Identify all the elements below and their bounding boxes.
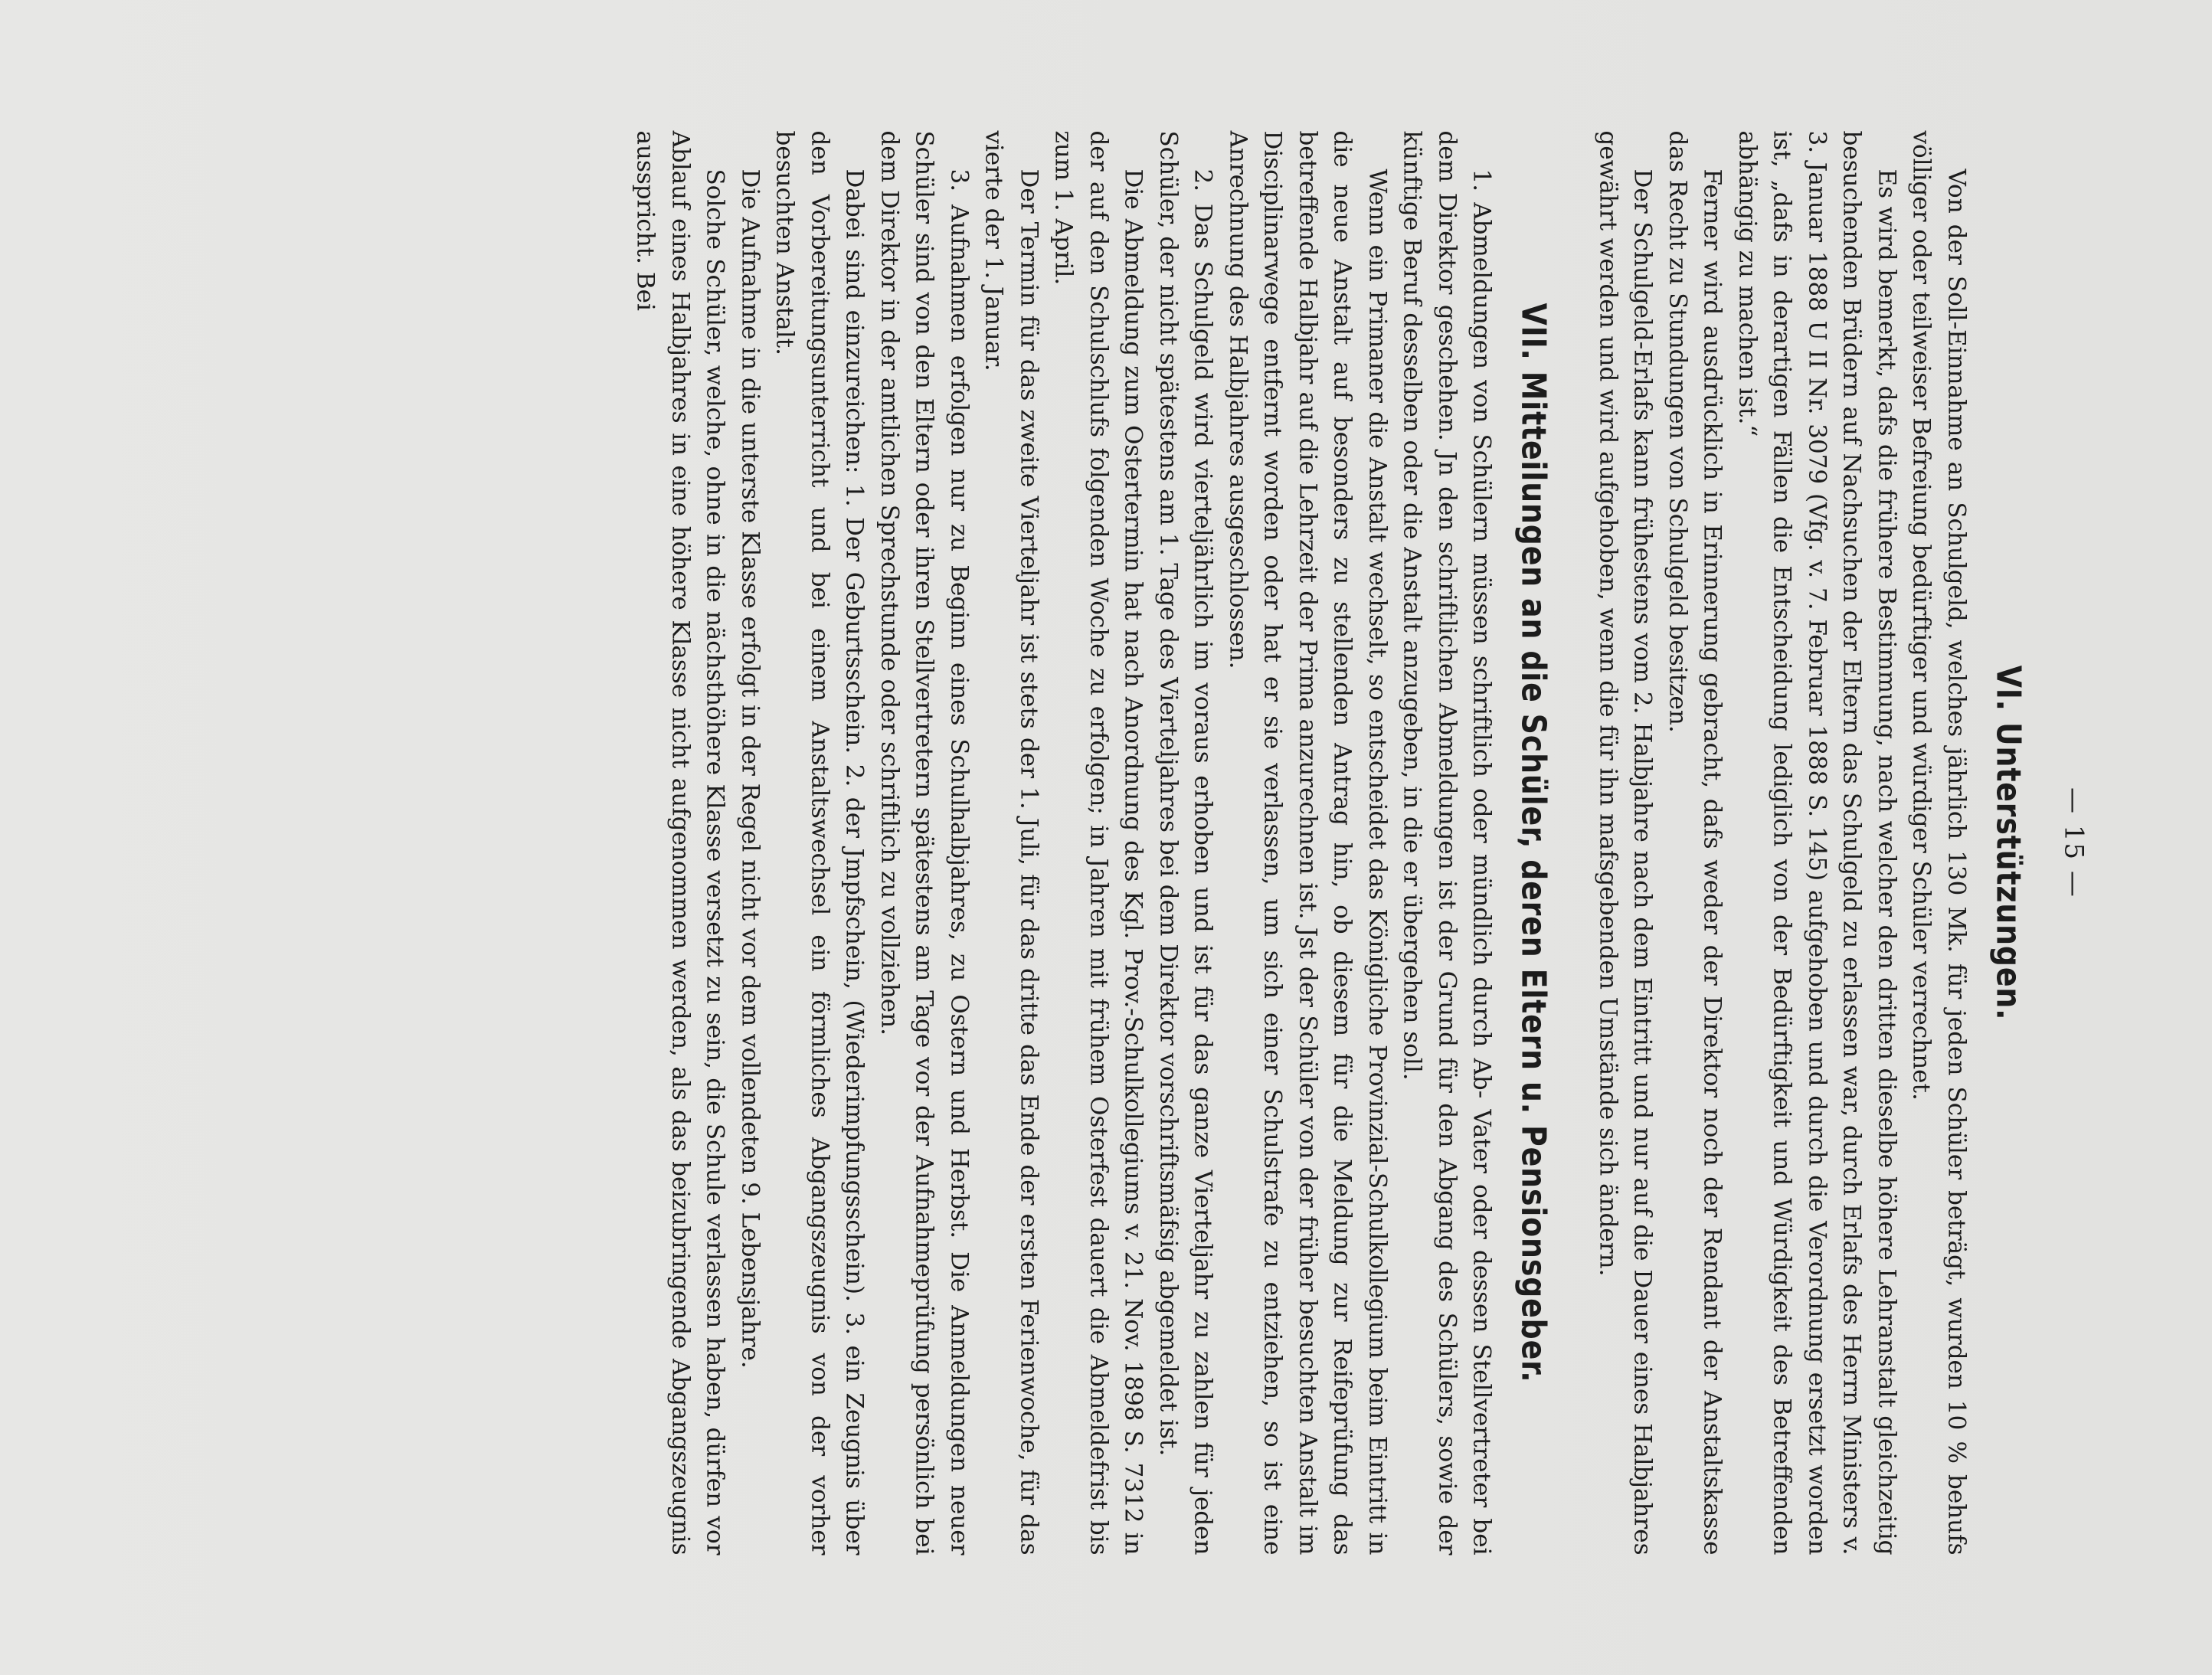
section-6-paragraph-2: Es wird bemerkt, dafs die frühere Bestimmung, nach welcher den dritten dieselbe höhere Lehranstalt gleichzeitig besuchenden Brüdern auf Nachsuchen der Eltern das Schulgeld zu erlassen war, durch Erlafs des Herrn Ministers v. 3. Januar 1888 U II Nr. 3079 (Vfg. v. 7. Februar 1888 S. 145) aufgehoben und durch die Verordnung ersetzt worden ist, „dafs in derartigen Fällen die Entscheidung lediglich von der Bedürftigkeit und Würdigkeit des Betreffenden abhängig zu machen ist.“ xyxy=(1733,130,1901,1556)
section-7-paragraph-4: Die Abmeldung zum Ostertermin hat nach Anordnung des Kgl. Prov.-Schulkollegiums v. 21. Nov. 1898 S. 7312 in der auf den Schulschlufs folgenden Woche zu erfolgen; in Jahren mit frühem Osterfest dauert die Abmeldefrist bis zum 1. April. xyxy=(1050,130,1147,1556)
section-7-title: VII. Mitteilungen an die Schüler, deren Eltern u. Pensionsgeber. xyxy=(1514,303,1553,1383)
section-6-paragraph-3: Ferner wird ausdrücklich in Erinnerung gebracht, dafs weder der Direktor noch der Rendant der Anstaltskasse das Recht zu Stundungen von Schulgeld besitzen. xyxy=(1664,130,1726,1556)
section-7-paragraph-6: 3. Aufnahmen erfolgen nur zu Beginn eines Schulhalbjahres, zu Ostern und Herbst. Die Anmeldungen neuer Schüler sind von den Eltern oder ihren Stellvertretern spätestens am Tage vor der Aufnahmeprüfung persönlich bei dem Direktor in der amtlichen Sprechstunde oder schriftlich zu vollziehen. xyxy=(875,130,973,1556)
rotated-page xyxy=(0,1,2212,1675)
section-7-paragraph-8: Die Aufnahme in die unterste Klasse erfolgt in der Regel nicht vor dem vollendeten 9. Lebensjahre. xyxy=(736,168,764,1369)
page-content xyxy=(136,131,2089,1556)
section-7-paragraph-9: Solche Schüler, welche, ohne in die nächsthöhere Klasse versetzt zu sein, die Schule verlassen haben, dürfen vor Ablauf eines Halbjahres in eine höhere Klasse nicht aufgenommen werden, als das beizubringende Abgangszeugnis ausspricht. Bei xyxy=(632,130,729,1556)
section-6-title: VI. Unterstützungen. xyxy=(1988,665,2028,1021)
page-number: — 15 — xyxy=(2058,787,2089,898)
section-7-paragraph-1: 1. Abmeldungen von Schülern müssen schriftlich oder mündlich durch Ab- Vater oder dessen Stellvertreter bei dem Direktor geschehen. Jn den schriftlichen Abmeldungen ist der Grund für den Abgang des Schülers, sowie der künftige Beruf desselben oder die Anstalt anzugeben, in die er übergehen soll. xyxy=(1399,130,1496,1556)
section-6-paragraph-4: Der Schulgeld-Erlafs kann frühestens vom 2. Halbjahre nach dem Eintritt und nur auf die Dauer eines Halbjahres gewährt werden und wird aufgehoben, wenn die für ihn mafsgebenden Umstände sich ändern. xyxy=(1594,130,1657,1556)
section-7-paragraph-7: Dabei sind einzureichen: 1. Der Geburtsschein. 2. der Jmpfschein, (Wiederimpfungsschein). 3. ein Zeugnis über den Vorbereitungsunterricht und bei einem Anstaltswechsel ein förmliches Abgangszeugnis von der vorher besuchten Anstalt. xyxy=(771,130,869,1556)
section-7-paragraph-5: Der Termin für das zweite Vierteljahr ist stets der 1. Juli, für das dritte das Ende der ersten Ferienwoche, für das vierte der 1. Januar. xyxy=(980,130,1043,1556)
section-gap xyxy=(1567,131,1590,1556)
section-7-paragraph-3: 2. Das Schulgeld wird vierteljährlich im voraus erhoben und ist für das ganze Vierteljahr zu zahlen für jeden Schüler, der nicht spätestens am 1. Tage des Vierteljahres bei dem Direktor vorschriftsmäfsig abgemeldet ist. xyxy=(1154,130,1217,1556)
section-6-paragraph-1: Von der Soll-Einnahme an Schulgeld, welches jährlich 130 Mk. für jeden Schüler beträgt, wurden 10 % behufs völliger oder teilweiser Befreiung bedürftiger und würdiger Schüler verrechnet. xyxy=(1908,130,1971,1556)
section-7-paragraph-2: Wenn ein Primaner die Anstalt wechselt, so entscheidet das Königliche Provinzial-Schulkollegium beim Eintritt in die neue Anstalt auf besonders zu stellenden Antrag hin, ob diesem für die Meldung zur Reifeprüfung das betreffende Halbjahr auf die Lehrzeit der Prima anzurechnen ist. Jst der Schüler von der früher besuchten Anstalt im Disciplinarwege entfernt worden oder hat er sie verlassen, um sich einer Schulstrafe zu entziehen, so ist eine Anrechnung des Halbjahres ausgeschlossen. xyxy=(1224,130,1392,1556)
